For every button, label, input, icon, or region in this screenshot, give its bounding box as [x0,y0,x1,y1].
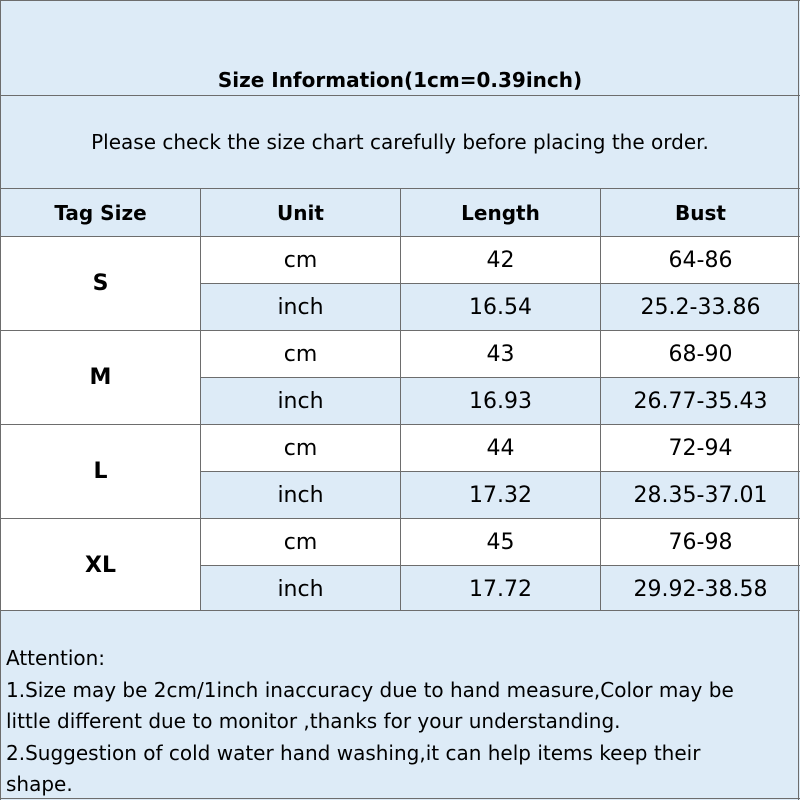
unit-cell: inch [201,284,401,331]
bust-cell: 68-90 [601,331,800,378]
column-header-tag-size: Tag Size [1,189,201,237]
table-row [1,237,800,284]
unit-cell: cm [201,519,401,566]
border-line [0,95,800,96]
border-line [798,0,799,800]
bust-cell: 64-86 [601,237,800,284]
table-row [1,519,800,566]
border-line [0,798,800,799]
length-cell: 43 [401,331,601,378]
unit-cell: cm [201,237,401,284]
length-cell: 44 [401,425,601,472]
unit-cell: inch [201,378,401,425]
notes-heading: Attention: [6,643,792,675]
length-cell: 42 [401,237,601,284]
tag-size-cell: M [1,331,201,425]
notes-line: shape. [6,769,792,801]
length-cell: 45 [401,519,601,566]
page-title: Size Information(1cm=0.39inch) [0,0,800,95]
bust-cell: 76-98 [601,519,800,566]
unit-cell: cm [201,331,401,378]
length-cell: 16.54 [401,284,601,331]
table-row [1,425,800,472]
notes-line: 1.Size may be 2cm/1inch inaccuracy due to hand measure,Color may be [6,675,792,707]
length-cell: 17.72 [401,566,601,613]
column-header-unit: Unit [201,189,401,237]
tag-size-cell: XL [1,519,201,613]
border-line [0,188,800,189]
size-table [0,188,800,613]
page-subtitle: Please check the size chart carefully before placing the order. [0,96,800,188]
border-line [0,610,800,611]
notes-line: 2.Suggestion of cold water hand washing,it can help items keep their [6,738,792,770]
bust-cell: 29.92-38.58 [601,566,800,613]
column-header-bust: Bust [601,189,800,237]
bust-cell: 25.2-33.86 [601,284,800,331]
notes-line: little different due to monitor ,thanks for your understanding. [6,706,792,738]
bust-cell: 28.35-37.01 [601,472,800,519]
unit-cell: cm [201,425,401,472]
border-line [0,0,1,800]
tag-size-cell: L [1,425,201,519]
unit-cell: inch [201,566,401,613]
unit-cell: inch [201,472,401,519]
column-header-length: Length [401,189,601,237]
table-header-row [1,189,800,237]
bust-cell: 72-94 [601,425,800,472]
table-row [1,331,800,378]
tag-size-cell: S [1,237,201,331]
bust-cell: 26.77-35.43 [601,378,800,425]
length-cell: 16.93 [401,378,601,425]
border-line [0,0,800,1]
length-cell: 17.32 [401,472,601,519]
attention-notes [0,610,800,800]
